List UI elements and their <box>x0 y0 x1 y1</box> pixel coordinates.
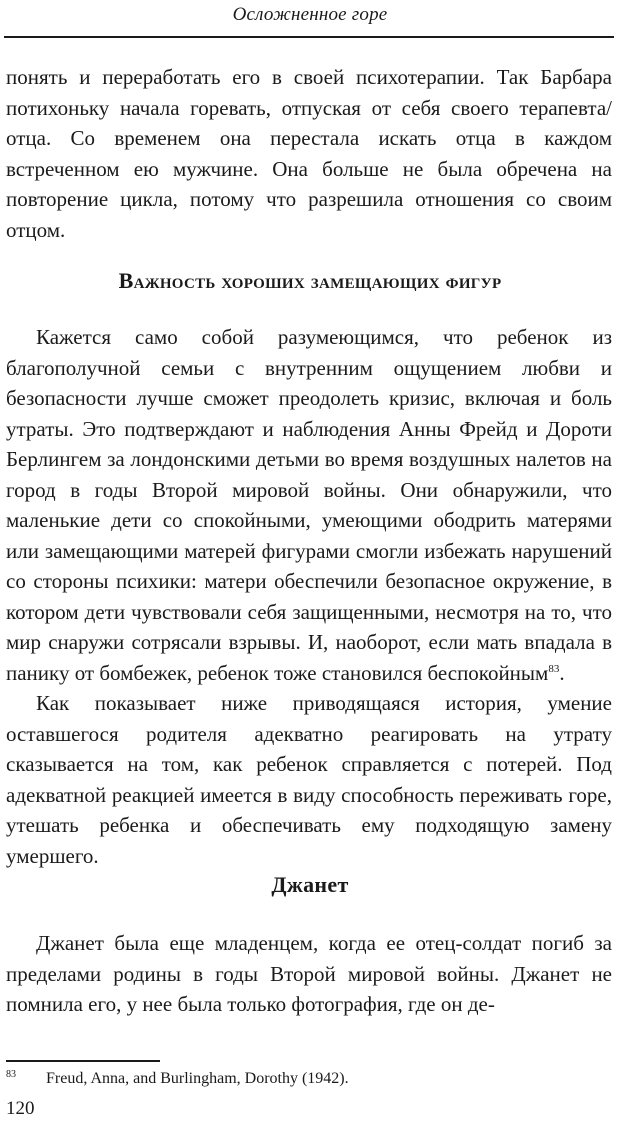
section-title-janet: Джанет <box>271 872 349 897</box>
paragraph-end: . <box>559 660 565 685</box>
paragraph-substitute-figures-1 <box>6 322 612 688</box>
paragraph-text: Кажется само собой разумеющимся, что ребенок из благополучной семьи с внутренним ощущением любви и безопасности лучше сможет преодолеть кризис, включая и боль утраты. Это подтверждают и наблюдения Анны Фрейд и Дороти Берлингем за лондонскими детьми во время воздушных налетов на город в годы Второй мировой войны. Они обнаружили, что маленькие дети со спокойными, умеющими ободрить матерями или замещающими матерей фигурами смогли избежать нарушений со стороны психики: матери обеспечили безопасное окружение, в котором дети чувствовали себя защищенными, несмотря на то, что мир снаружи сотрясали взрывы. И, наоборот, если мать впадала в панику от бомбежек, ребенок тоже становился беспокойным <box>6 325 612 685</box>
page-number: 120 <box>6 1098 35 1119</box>
paragraph-substitute-figures-2: Как показывает ниже приводящаяся история, умение оставшегося родителя адекватно реагировать на утрату сказывается на том, как ребенок справляется с потерей. Под адекватной реакцией имеется в виду способность переживать горе, утешать ребенка и обеспечивать ему подходящую замену умершего. <box>6 691 612 868</box>
footnote <box>6 1068 606 1090</box>
footnote-number: 83 <box>6 1069 16 1080</box>
section-title-substitute-figures: Важность хороших замещающих фигур <box>118 268 502 293</box>
text-block-intro <box>6 62 612 245</box>
running-title: Осложненное горе <box>232 4 388 25</box>
text-block-janet <box>6 928 612 1020</box>
paragraph-janet-1: Джанет была еще младенцем, когда ее отец-солдат погиб за пределами родины в годы Второй мировой войны. Джанет не помнила его, у нее была только фотография, где он де- <box>6 931 612 1016</box>
footnote-ref[interactable]: 83 <box>548 662 560 675</box>
text-block-substitute-figures <box>6 322 612 871</box>
paragraph-intro: понять и переработать его в своей психотерапии. Так Барбара потихоньку начала горевать, отпуская от себя своего терапевта/отца. Со временем она перестала искать отца в каждом встреченном ею мужчине. Она больше не была обречена на повторение цикла, потому что разрешила отношения со своим отцом. <box>6 65 612 242</box>
footnote-rule <box>6 1060 160 1062</box>
footnote-text: Freud, Anna, and Burlingham, Dorothy (1942). <box>46 1070 349 1087</box>
header-rule <box>4 36 614 38</box>
